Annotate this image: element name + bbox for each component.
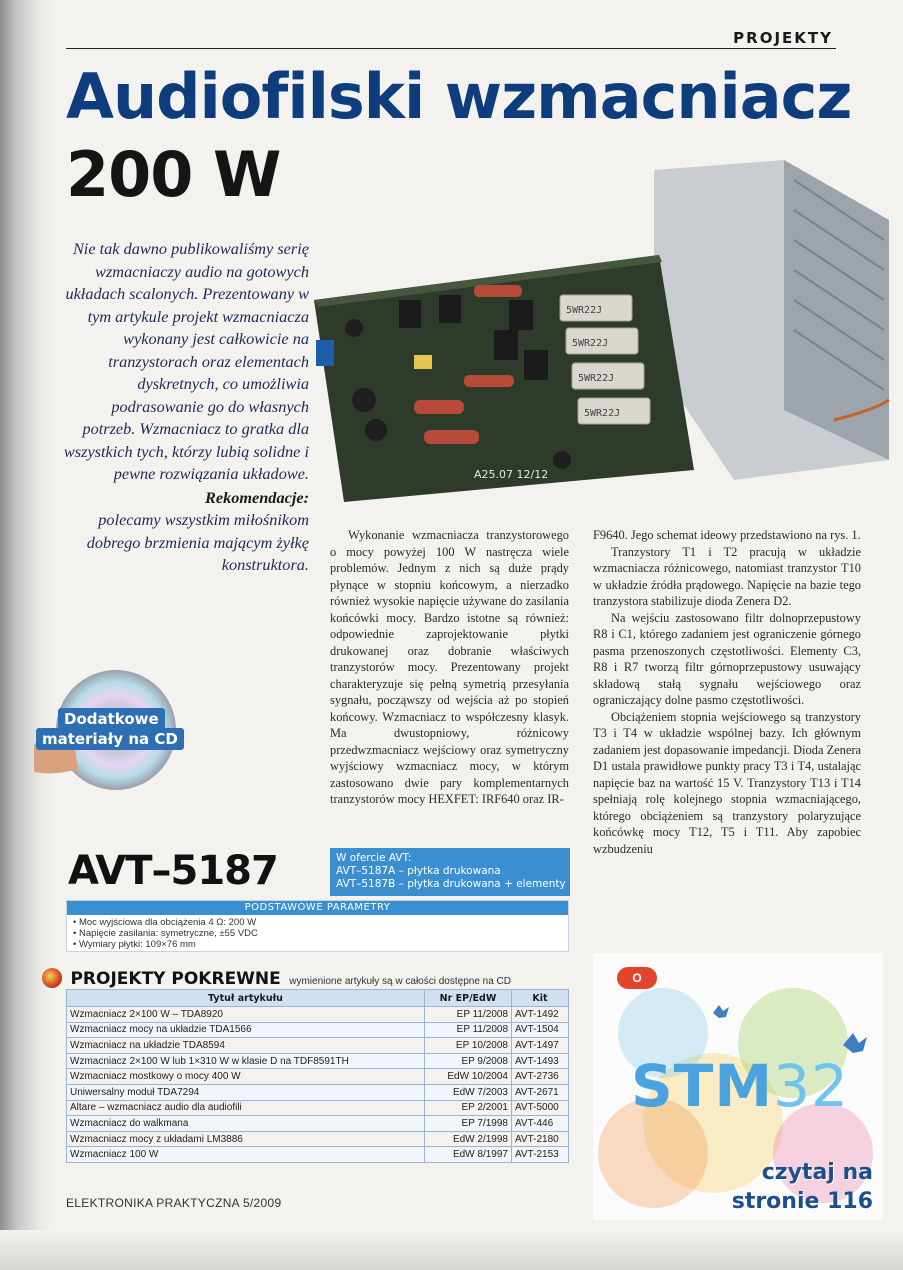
table-row: [67, 1053, 569, 1069]
lead-paragraph: [62, 238, 309, 577]
body-col2-p1: F9640. Jego schemat ideowy przedstawiono na rys. 1.: [593, 528, 861, 542]
related-projects-table: [66, 989, 569, 1163]
ad-cta-line-2: stronie 116: [731, 1189, 873, 1214]
table-row: [67, 1131, 569, 1147]
cell-kit: AVT-1493: [512, 1053, 569, 1069]
cell-issue: EdW 10/2004: [425, 1069, 512, 1085]
parameter-item: • Moc wyjściowa dla obciążenia 4 Ω: 200 W: [73, 917, 257, 928]
cell-kit: AVT-1497: [512, 1038, 569, 1054]
section-label: PROJEKTY: [733, 29, 833, 47]
resistor-label-3: 5WR22J: [578, 373, 615, 384]
page-binding-shadow: [0, 0, 52, 1270]
resistor-label-2: 5WR22J: [572, 338, 609, 349]
board-label: A25.07 12/12: [474, 468, 549, 481]
lead-text: Nie tak dawno publikowaliśmy serię wzmacniaczy audio na gotowych układach scalonych. Prezentowany w tym artykule projekt wzmacniacza wykonany jest całkowicie na tranzystorach oraz elementach dyskretnych, co umożliwia podrasowanie go do własnych potrzeb. Wzmacniacz to gratka dla wszystkich tych, którzy lubią solidne i pewne rozwiązania układowe.: [63, 239, 309, 483]
table-row: [67, 1069, 569, 1085]
body-column-2: [593, 527, 861, 857]
cell-title: Wzmacniacz 2×100 W – TDA8920: [67, 1007, 425, 1023]
table-row: [67, 1007, 569, 1023]
ad-product-name-a: STM: [631, 1052, 774, 1120]
column-kit: Kit: [512, 990, 569, 1007]
cell-issue: EP 7/1998: [425, 1116, 512, 1132]
table-row: [67, 1038, 569, 1054]
article-title-line-1: Audiofilski wzmacniacz: [66, 60, 852, 133]
cell-kit: AVT-2153: [512, 1147, 569, 1163]
cd-badge-line-2: materiały na CD: [36, 728, 184, 750]
cell-title: Wzmacniacz 100 W: [67, 1147, 425, 1163]
body-col2-p3: Na wejściu zastosowano filtr dolnoprzepustowy R8 i C1, którego zadaniem jest ograniczenie górnego pasma przenoszonych częstotliwości. Elementy C3, R8 i R7 tworzą filtr górnoprzepustowy usuwający składową stałą sygnału wejściowego oraz ograniczający dolne pasmo częstotliwości.: [593, 610, 861, 707]
cell-title: Altare – wzmacniacz audio dla audiofili: [67, 1100, 425, 1116]
related-projects-title: PROJEKTY POKREWNE: [70, 969, 281, 989]
related-projects-header: [42, 968, 511, 989]
body-col2-p2: Tranzystory T1 i T2 pracują w układzie wzmacniacza różnicowego, natomiast tranzystor T10 w układzie źródła prądowego. Napięcie na bazie tego tranzystora stabilizuje dioda Zenera D2.: [593, 544, 861, 608]
cd-disc-icon: [42, 968, 62, 988]
parameter-item: • Wymiary płytki: 109×76 mm: [73, 939, 196, 950]
ad-cta-line-1: czytaj na: [761, 1160, 873, 1185]
cell-issue: EdW 8/1997: [425, 1147, 512, 1163]
offer-item-a: AVT–5187A – płytka drukowana: [336, 865, 501, 877]
cell-title: Wzmacniacz mocy na układzie TDA1566: [67, 1022, 425, 1038]
body-col2-p4: Obciążeniem stopnia wejściowego są tranzystory T3 i T4 w układzie wspólnej bazy. Ich głównym zadaniem jest dopasowanie impedancji. Dioda Zenera D1 ustala prawidłowe punkty pracy T3 i T4, ustalając napięcie baz na wartość 15 V. Tranzystory T13 i T14 spełniają rolę kolejnego stopnia wzmacniającego, którego obciążeniem są tranzystory polaryzujące końcówkę mocy T12, T5 i T11. Aby zapobiec wzbudzeniu: [593, 709, 861, 856]
cell-title: Wzmacniacz 2×100 W lub 1×310 W w klasie D na TDF8591TH: [67, 1053, 425, 1069]
resistor-label-1: 5WR22J: [566, 305, 603, 316]
cd-badge-line-1: Dodatkowe: [58, 708, 165, 730]
cell-issue: EdW 7/2003: [425, 1084, 512, 1100]
amplifier-photo: [314, 160, 894, 508]
stm32-advert[interactable]: [593, 953, 883, 1220]
ad-product-name: [631, 1052, 849, 1120]
offer-item-b: AVT–5187B – płytka drukowana + elementy: [336, 878, 566, 890]
avt-offer-box: [330, 848, 570, 896]
page-bottom-shadow: [0, 1230, 903, 1270]
page-footer: ELEKTRONIKA PRAKTYCZNA 5/2009: [66, 1196, 282, 1210]
cell-kit: AVT-446: [512, 1116, 569, 1132]
kit-code: AVT–5187: [68, 848, 278, 894]
body-col1-text: Wykonanie wzmacniacza tranzystorowego o mocy powyżej 100 W nastręcza wiele problemów. Jednym z nich są duże prądy płynące w stopniu końcowym, a nierzadko również wysokie napięcie używane do zasilania końcówki mocy. Bardzo istotne są również: odpowiednie zaprojektowanie płytki drukowanej oraz dobranie właściwych tranzystorów mocy. Prezentowany projekt charakteryzuje się pełną symetrią przesyłania sygnału, począwszy od wejścia aż po stopień końcowy. Wzmacniacz to współczesny klasyk. Ma dwustopniowy, różnicowy przedwzmacniacz wejściowy oraz symetryczny wyjściowy wzmacniacz mocy, w którym zastosowano dwie pary komplementarnych tranzystorów mocy HEXFET: IRF640 oraz IR-: [330, 528, 569, 806]
recommendation-text: polecamy wszystkim miłośnikom dobrego brzmienia mającym żyłkę konstruktora.: [86, 510, 309, 574]
cell-issue: EP 11/2008: [425, 1022, 512, 1038]
article-title-line-2: 200 W: [66, 138, 281, 211]
ad-product-name-b: 32: [773, 1052, 849, 1120]
cell-title: Wzmacniacz mostkowy o mocy 400 W: [67, 1069, 425, 1085]
table-row: [67, 1100, 569, 1116]
related-projects-note: wymienione artykuły są w całości dostępne na CD: [289, 976, 512, 987]
resistor-label-4: 5WR22J: [584, 408, 621, 419]
cell-title: Uniwersalny moduł TDA7294: [67, 1084, 425, 1100]
cell-kit: AVT-2180: [512, 1131, 569, 1147]
ad-logo-icon: O: [617, 967, 657, 989]
parameter-item: • Napięcie zasilania: symetryczne, ±55 VDC: [73, 928, 258, 939]
parameters-heading: PODSTAWOWE PARAMETRY: [67, 901, 568, 915]
table-row: [67, 1022, 569, 1038]
cell-kit: AVT-1492: [512, 1007, 569, 1023]
header-rule: [66, 48, 836, 49]
column-issue: Nr EP/EdW: [425, 990, 512, 1007]
cell-kit: AVT-2736: [512, 1069, 569, 1085]
cell-issue: EP 11/2008: [425, 1007, 512, 1023]
column-title: Tytuł artykułu: [67, 990, 425, 1007]
table-header-row: [67, 990, 569, 1007]
cell-kit: AVT-2671: [512, 1084, 569, 1100]
offer-heading: W ofercie AVT:: [336, 852, 412, 864]
cell-issue: EP 9/2008: [425, 1053, 512, 1069]
recommendation-heading: Rekomendacje:: [205, 487, 309, 507]
cell-kit: AVT-5000: [512, 1100, 569, 1116]
cell-title: Wzmacniacz mocy z układami LM3886: [67, 1131, 425, 1147]
cell-issue: EP 10/2008: [425, 1038, 512, 1054]
cell-title: Wzmacniacz do walkmana: [67, 1116, 425, 1132]
parameters-list: [73, 917, 568, 950]
table-row: [67, 1147, 569, 1163]
table-row: [67, 1116, 569, 1132]
cell-title: Wzmacniacz na układzie TDA8594: [67, 1038, 425, 1054]
cell-kit: AVT-1504: [512, 1022, 569, 1038]
parameters-box: [66, 900, 569, 952]
cell-issue: EP 2/2001: [425, 1100, 512, 1116]
cell-issue: EdW 2/1998: [425, 1131, 512, 1147]
table-row: [67, 1084, 569, 1100]
body-column-1: [330, 527, 569, 808]
